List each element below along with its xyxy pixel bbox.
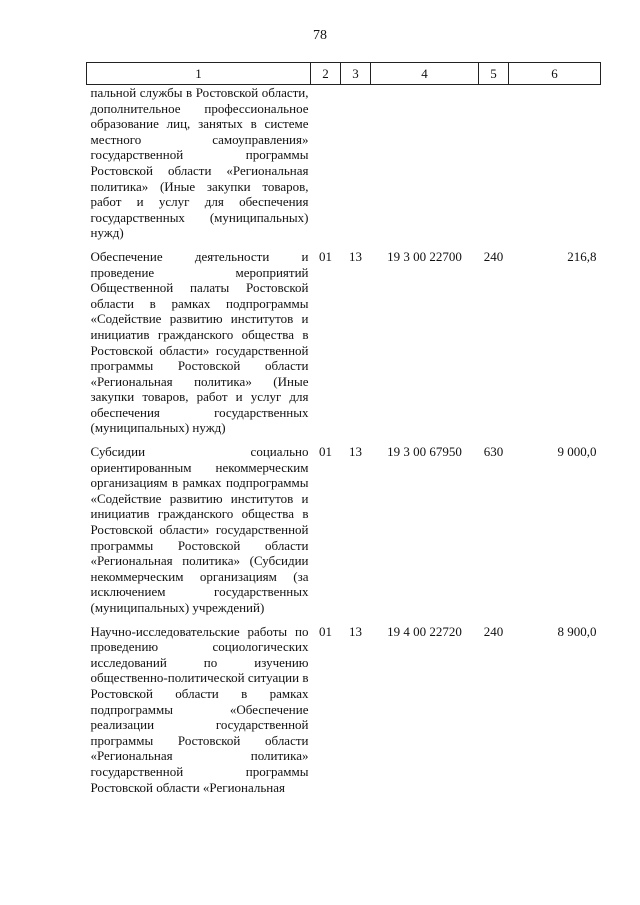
row-expense-type	[479, 85, 509, 249]
row-description: Научно-исследовательские работы по проведению социологических исследований по изучению общественно-политической ситуации в Ростовской области в рамках подпрограммы «Обеспечение реализации государственной программы Ростовской области «Региональная политика» государственной программы Ростовской области «Региональная	[90, 623, 309, 795]
table-row	[87, 249, 601, 444]
row-expense-type: 240	[483, 248, 504, 264]
header-col-3: 3	[341, 63, 371, 85]
row-section: 01	[319, 248, 332, 264]
row-target-article: 19 3 00 22700	[387, 248, 462, 264]
row-target-article	[371, 85, 479, 249]
row-target-article: 19 3 00 67950	[387, 444, 462, 460]
row-section	[311, 85, 341, 249]
header-col-6: 6	[509, 63, 601, 85]
row-expense-type: 630	[483, 444, 504, 460]
row-expense-type: 240	[483, 623, 504, 639]
table-row	[87, 85, 601, 249]
budget-table	[86, 62, 601, 803]
row-subsection	[341, 85, 371, 249]
header-col-5: 5	[479, 63, 509, 85]
header-col-1: 1	[87, 63, 311, 85]
row-section: 01	[319, 623, 332, 639]
row-amount	[509, 85, 601, 249]
row-amount: 216,8	[567, 248, 597, 264]
row-subsection: 13	[349, 444, 362, 460]
table-header	[87, 63, 601, 85]
row-description: Субсидии социально ориентированным некоммерческим организациям в рамках подпрограммы «Содействие развитию институтов и инициатив гражданского общества в Ростовской области» государственной программы Ростовской области «Региональная политика» (Субсидии некоммерческим организациям (за исключением государственных (муниципальных) учреждений)	[90, 444, 309, 615]
table-row	[87, 624, 601, 804]
row-section: 01	[319, 444, 332, 460]
row-amount: 8 900,0	[557, 623, 597, 639]
row-description: пальной службы в Ростовской области, дополнительное профессиональное образование лиц, занятых в системе местного самоуправления» государственной программы Ростовской области «Региональная политика» (Иные закупки товаров, работ и услуг для обеспечения государственных (муниципальных) нужд)	[90, 85, 309, 241]
header-col-2: 2	[311, 63, 341, 85]
page-number: 78	[313, 28, 327, 43]
row-target-article: 19 4 00 22720	[387, 623, 462, 639]
header-col-4: 4	[371, 63, 479, 85]
row-description: Обеспечение деятельности и проведение мероприятий Общественной палаты Ростовской области в рамках подпрограммы «Содействие развитию институтов и инициатив гражданского общества в Ростовской области» государственной программы Ростовской области «Региональная политика» (Иные закупки товаров, работ и услуг для обеспечения государственных (муниципальных) нужд)	[90, 248, 309, 436]
row-subsection: 13	[349, 248, 362, 264]
row-amount: 9 000,0	[557, 444, 597, 460]
table-row	[87, 444, 601, 624]
header-row	[87, 63, 601, 85]
row-subsection: 13	[349, 623, 362, 639]
